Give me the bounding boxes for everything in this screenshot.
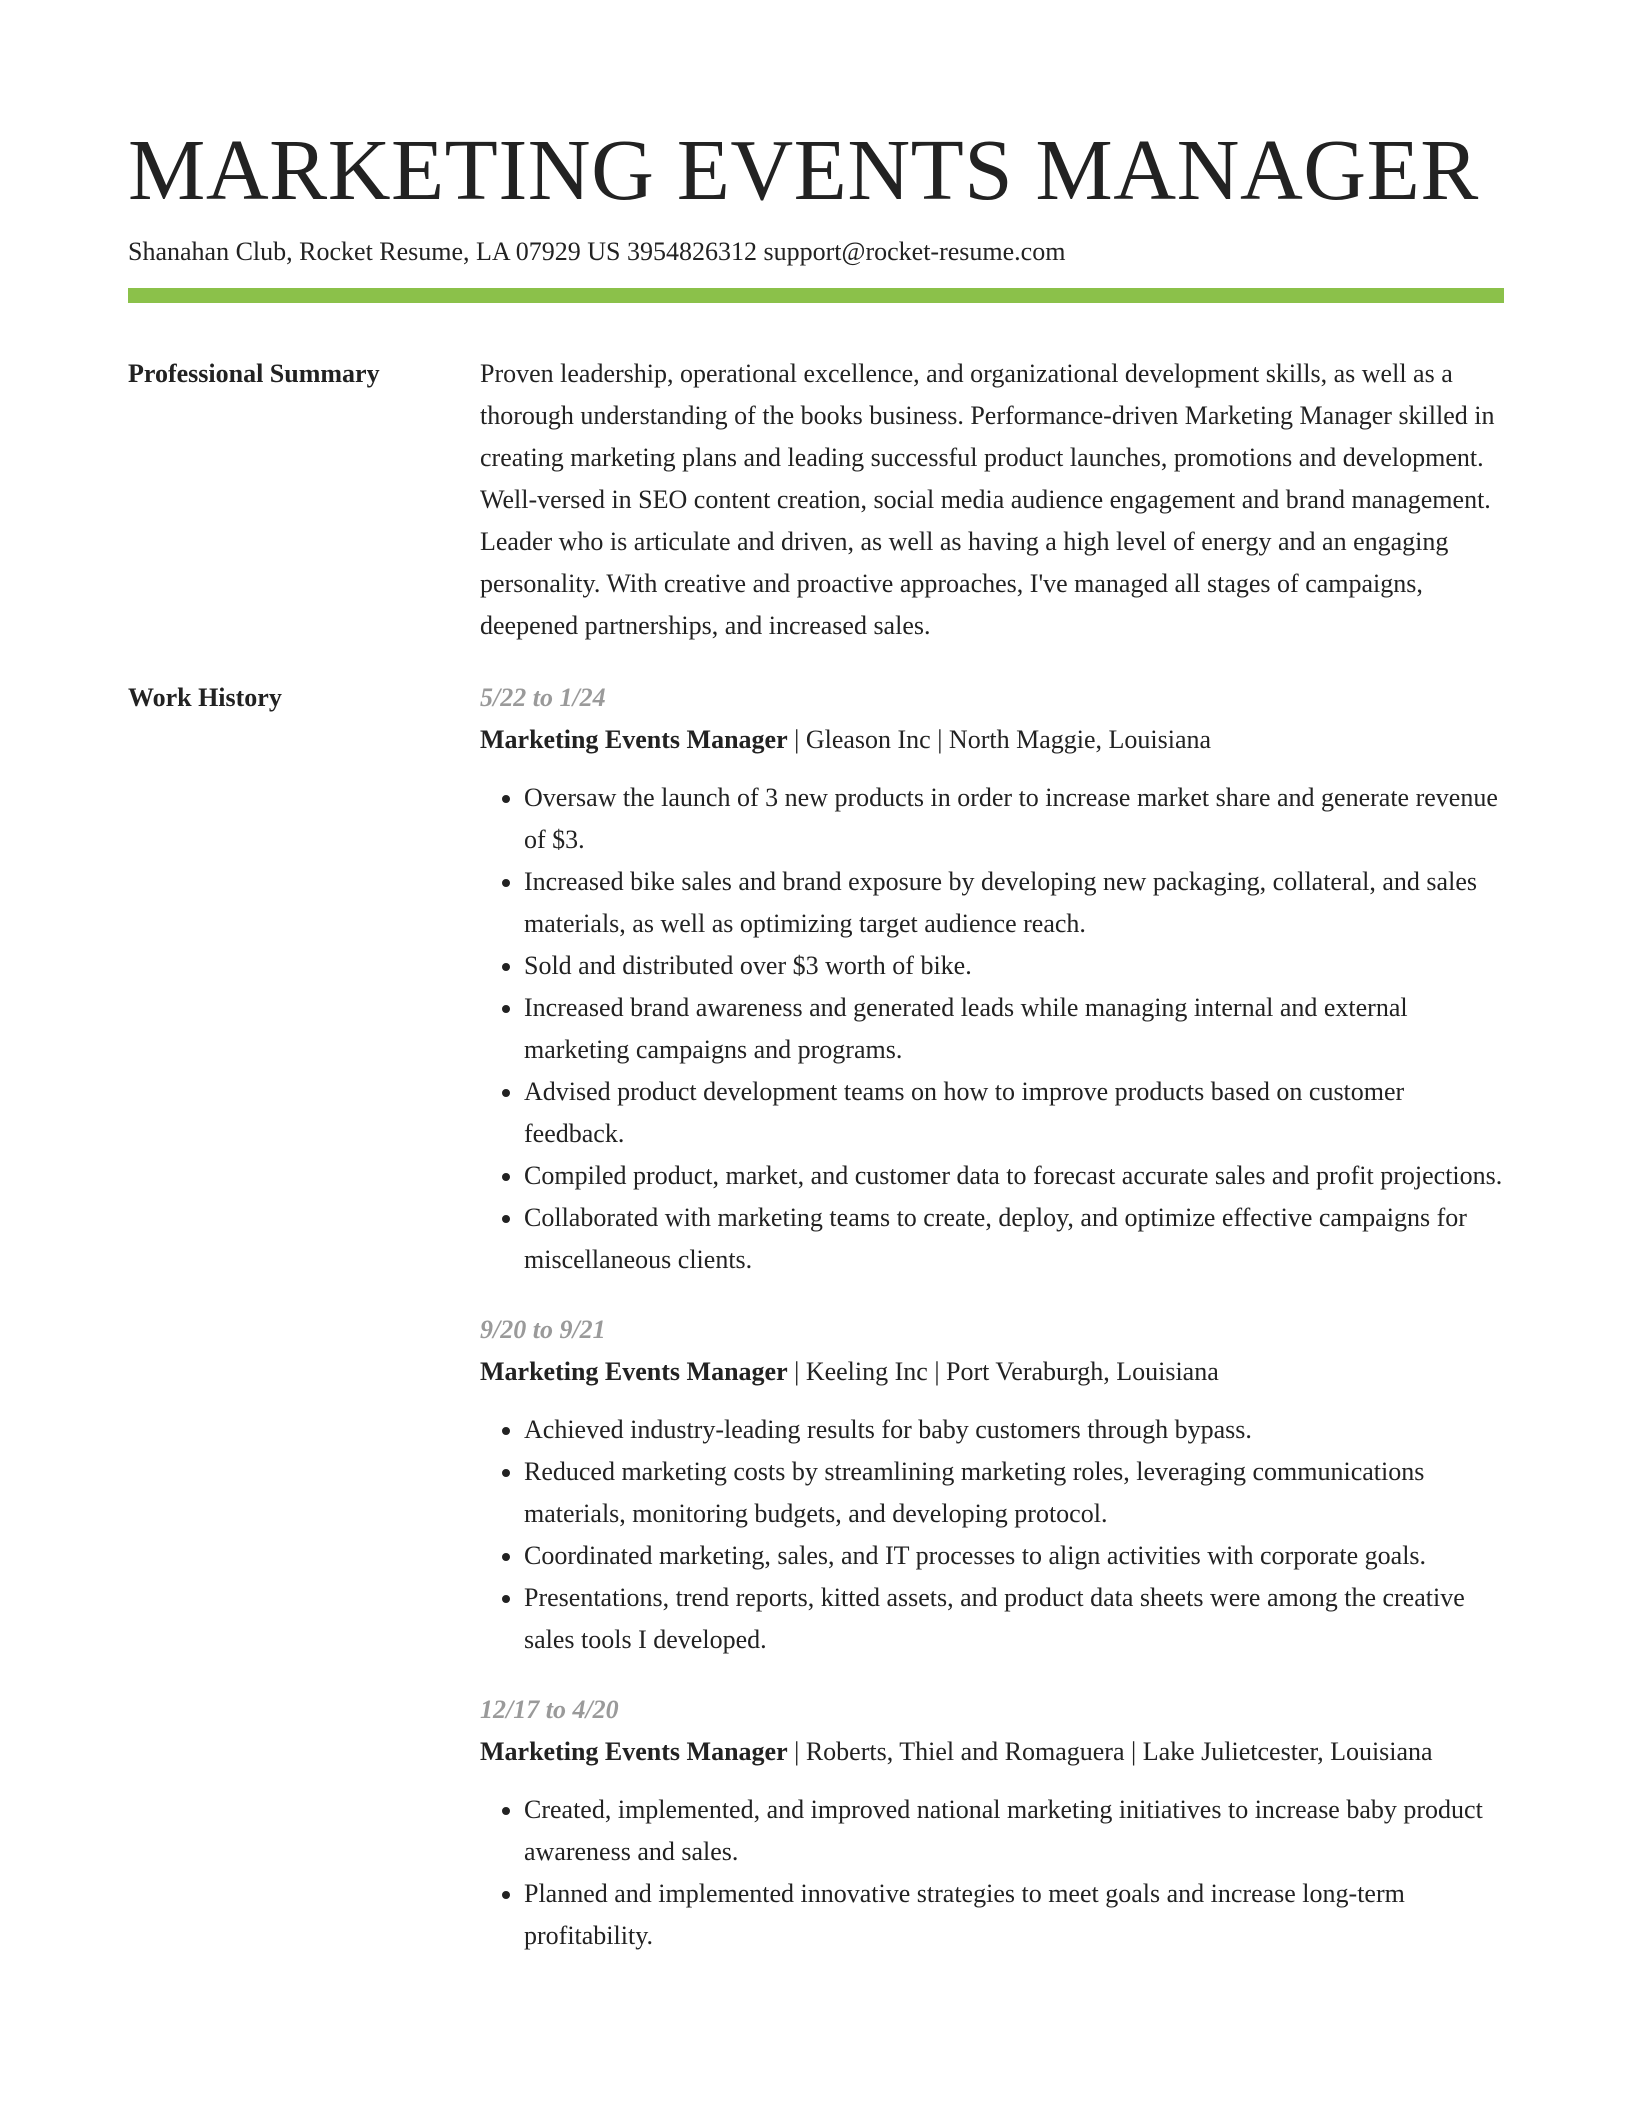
job-bullets bbox=[480, 1789, 1504, 1957]
job-bullet: • Reduced marketing costs by streamlining marketing roles, leveraging communications materials, monitoring budgets, and developing protocol. bbox=[524, 1451, 1504, 1535]
job-bullet: • Collaborated with marketing teams to create, deploy, and optimize effective campaigns for miscellaneous clients. bbox=[524, 1197, 1504, 1281]
job-details: | Keeling Inc | Port Veraburgh, Louisiana bbox=[787, 1357, 1219, 1386]
job-bullet: • Increased bike sales and brand exposure by developing new packaging, collateral, and sales materials, as well as optimizing target audience reach. bbox=[524, 861, 1504, 945]
contact-address: Shanahan Club, Rocket Resume, LA 07929 US bbox=[128, 237, 621, 266]
job-title: Marketing Events Manager bbox=[480, 725, 788, 754]
job-bullet: • Coordinated marketing, sales, and IT processes to align activities with corporate goals. bbox=[524, 1535, 1504, 1577]
job-bullet: • Achieved industry-leading results for baby customers through bypass. bbox=[524, 1409, 1504, 1451]
resume-page bbox=[128, 120, 1504, 1957]
job-bullets bbox=[480, 1409, 1504, 1661]
job-heading bbox=[480, 719, 1504, 761]
contact-line bbox=[128, 234, 1504, 270]
job-dates: 5/22 to 1/24 bbox=[480, 683, 606, 712]
job-bullet: • Oversaw the launch of 3 new products in order to increase market share and generate revenue of $3. bbox=[524, 777, 1504, 861]
job-bullet: • Planned and implemented innovative strategies to meet goals and increase long-term profitability. bbox=[524, 1873, 1504, 1957]
work-history-section bbox=[128, 677, 1504, 1957]
job-bullet: • Created, implemented, and improved national marketing initiatives to increase baby product awareness and sales. bbox=[524, 1789, 1504, 1873]
job-bullets bbox=[480, 777, 1504, 1281]
job-heading bbox=[480, 1351, 1504, 1393]
job-bullet: • Compiled product, market, and customer data to forecast accurate sales and profit projections. bbox=[524, 1155, 1504, 1197]
job-dates: 9/20 to 9/21 bbox=[480, 1315, 606, 1344]
summary-heading: Professional Summary bbox=[128, 359, 380, 388]
job-title: Marketing Events Manager bbox=[480, 1357, 788, 1386]
summary-text: Proven leadership, operational excellence, and organizational development skills, as well as a thorough understanding of the books business. Performance-driven Marketing Manager skilled in creating marketing plans and leading successful product launches, promotions and development. Well-versed in SEO content creation, social media audience engagement and brand management. Leader who is articulate and driven, as well as having a high level of energy and an engaging personality. With creative and proactive approaches, I've managed all stages of campaigns, deepened partnerships, and increased sales. bbox=[480, 359, 1495, 640]
job-entry bbox=[480, 1309, 1504, 1661]
contact-email: support@rocket-resume.com bbox=[763, 237, 1066, 266]
job-entry bbox=[480, 677, 1504, 1281]
job-bullet: • Increased brand awareness and generated leads while managing internal and external marketing campaigns and programs. bbox=[524, 987, 1504, 1071]
job-heading bbox=[480, 1731, 1504, 1773]
contact-phone: 3954826312 bbox=[627, 237, 758, 266]
header-divider bbox=[128, 288, 1504, 303]
work-history-heading: Work History bbox=[128, 683, 282, 712]
summary-section bbox=[128, 353, 1504, 647]
jobs-list bbox=[480, 677, 1504, 1957]
job-title: Marketing Events Manager bbox=[480, 1737, 788, 1766]
job-bullet: • Presentations, trend reports, kitted assets, and product data sheets were among the creative sales tools I developed. bbox=[524, 1577, 1504, 1661]
job-dates: 12/17 to 4/20 bbox=[480, 1695, 619, 1724]
job-details: | Gleason Inc | North Maggie, Louisiana bbox=[787, 725, 1212, 754]
job-bullet: • Advised product development teams on how to improve products based on customer feedback. bbox=[524, 1071, 1504, 1155]
job-bullet: • Sold and distributed over $3 worth of bike. bbox=[524, 945, 1504, 987]
resume-name: MARKETING EVENTS MANAGER bbox=[128, 121, 1479, 218]
job-details: | Roberts, Thiel and Romaguera | Lake Julietcester, Louisiana bbox=[787, 1737, 1433, 1766]
job-entry bbox=[480, 1689, 1504, 1957]
